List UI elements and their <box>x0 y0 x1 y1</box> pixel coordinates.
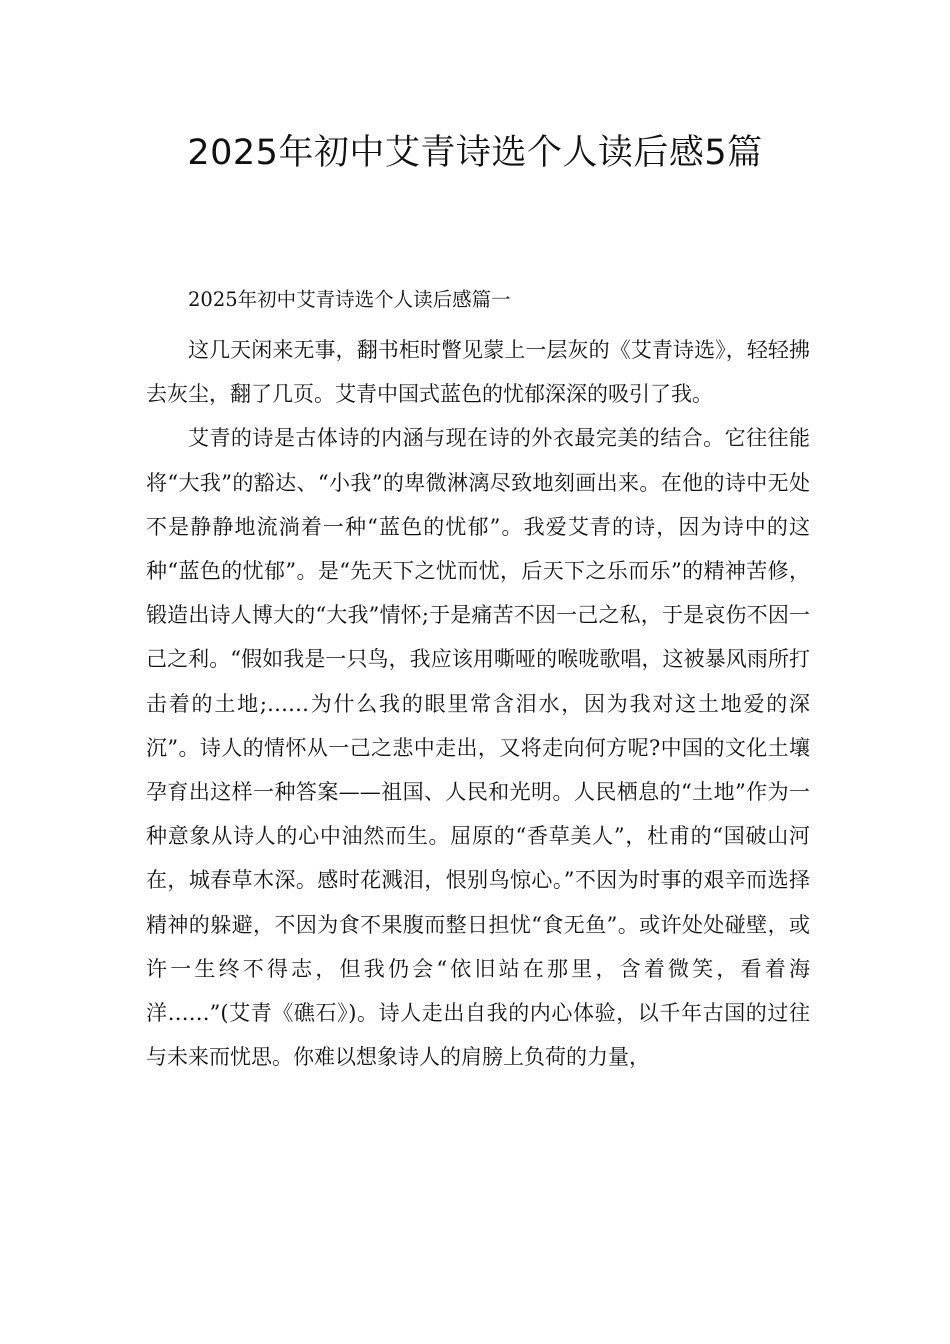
body-text <box>146 328 810 1079</box>
section-heading: 2025年初中艾青诗选个人读后感篇一 <box>188 288 511 311</box>
paragraph-2: 艾青的诗是古体诗的内涵与现在诗的外衣最完美的结合。它往往能将“大我”的豁达、“小我”的卑微淋漓尽致地刻画出来。在他的诗中无处不是静静地流淌着一种“蓝色的忧郁”。我爱艾青的诗，因为诗中的这种“蓝色的忧郁”。是“先天下之忧而忧，后天下之乐而乐”的精神苦修，锻造出诗人博大的“大我”情怀;于是痛苦不因一己之私，于是哀伤不因一己之利。“假如我是一只鸟，我应该用嘶哑的喉咙歌唱，这被暴风雨所打击着的土地;……为什么我的眼里常含泪水，因为我对这土地爱的深沉”。诗人的情怀从一己之悲中走出，又将走向何方呢?中国的文化土壤孕育出这样一种答案——祖国、人民和光明。人民栖息的“土地”作为一种意象从诗人的心中油然而生。屈原的“香草美人”，杜甫的“国破山河在，城春草木深。感时花溅泪，恨别鸟惊心。”不因为时事的艰辛而选择精神的躲避，不因为食不果腹而整日担忧“食无鱼”。或许处处碰壁，或许一生终不得志，但我仍会“依旧站在那里，含着微笑，看着海洋……”(艾青《礁石》)。诗人走出自我的内心体验，以千年古国的过往与未来而忧思。你难以想象诗人的肩膀上负荷的力量， <box>146 426 810 1070</box>
paragraph-1: 这几天闲来无事，翻书柜时瞥见蒙上一层灰的《艾青诗选》，轻轻拂去灰尘，翻了几页。艾青中国式蓝色的忧郁深深的吸引了我。 <box>146 338 810 407</box>
document-title: 2025年初中艾青诗选个人读后感5篇 <box>187 133 763 173</box>
